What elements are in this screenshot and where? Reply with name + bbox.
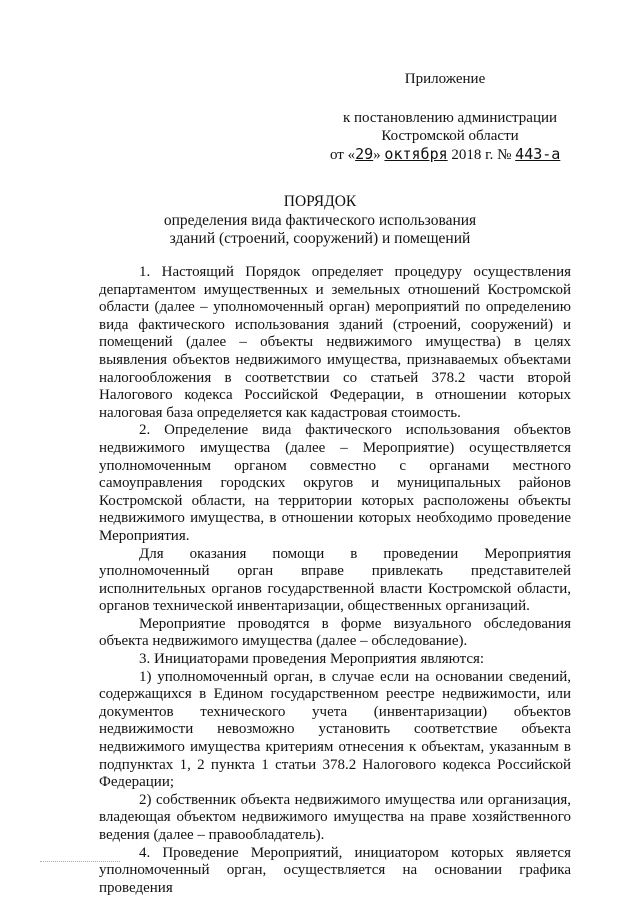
date-year: 2018 г. № xyxy=(451,147,512,163)
footer-dotted-mark xyxy=(40,861,120,864)
date-month: октября xyxy=(384,145,448,163)
appendix-title: Приложение xyxy=(404,71,486,87)
paragraph-7: 2) собственник объекта недвижимого имущества или организация, владеющая объектом недвижимого имущества на праве хозяйственного ведения (далее – правообладатель). xyxy=(99,791,571,843)
paragraph-6: 1) уполномоченный орган, в случае если на основании сведений, содержащихся в Едином государственном реестре недвижимости, или документов технического учета (инвентаризации) объектов недвижимости невозможно установить соответствие объекта недвижимого имущества критериям отнесения к объектам, указанным в подпунктах 1, 2 пункта 1 статьи 378.2 Налогового кодекса Российской Федерации; xyxy=(99,668,571,791)
date-number: 443-а xyxy=(515,145,561,163)
date-day: 29 xyxy=(355,145,374,163)
paragraph-2: 2. Определение вида фактического использования объектов недвижимого имущества (далее – Мероприятие) осуществляется уполномоченным органом совместно с органами местного самоуправления городских округов и муниципальных районов Костромской области, на территории которых расположены объекты недвижимого имущества, в отношении которых необходимо проведение Мероприятия. xyxy=(99,422,571,544)
appendix-line-2: Костромской области xyxy=(381,128,519,144)
appendix-date-line xyxy=(330,145,630,164)
document-subtitle-2: зданий (строений, сооружений) и помещений xyxy=(169,230,471,247)
paragraph-1: 1. Настоящий Порядок определяет процедуру осуществления департаментом имущественных и земельных отношений Костромской области (далее – уполномоченный орган) мероприятий по определению вида фактического использования зданий (строений, сооружений) и помещений (далее – объекты недвижимого имущества) в целях выявления объектов недвижимого имущества, признаваемых объектами налогообложения в соответствии со статьей 378.2 части второй Налогового кодекса Российской Федерации, в отношении которых налоговая база определяется как кадастровая стоимость. xyxy=(99,264,571,421)
paragraph-8: 4. Проведение Мероприятий, инициатором которых является уполномоченный орган, осуществляется на основании графика проведения xyxy=(99,844,571,896)
appendix-line-1: к постановлению администрации xyxy=(342,110,558,126)
paragraph-3: Для оказания помощи в проведении Мероприятия уполномоченный орган вправе привлекать представителей исполнительных органов государственной власти Костромской области, органов технической инвентаризации, общественных организаций. xyxy=(99,545,571,615)
paragraph-4: Мероприятие проводятся в форме визуального обследования объекта недвижимого имущества (далее – обследование). xyxy=(99,615,571,650)
document-subtitle-1: определения вида фактического использования xyxy=(163,212,477,229)
date-prefix: от « xyxy=(330,147,356,163)
document-body xyxy=(99,264,571,897)
paragraph-5: 3. Инициаторами проведения Мероприятия являются: xyxy=(139,651,485,668)
date-mid: » xyxy=(373,147,381,163)
document-title: ПОРЯДОК xyxy=(283,193,357,210)
